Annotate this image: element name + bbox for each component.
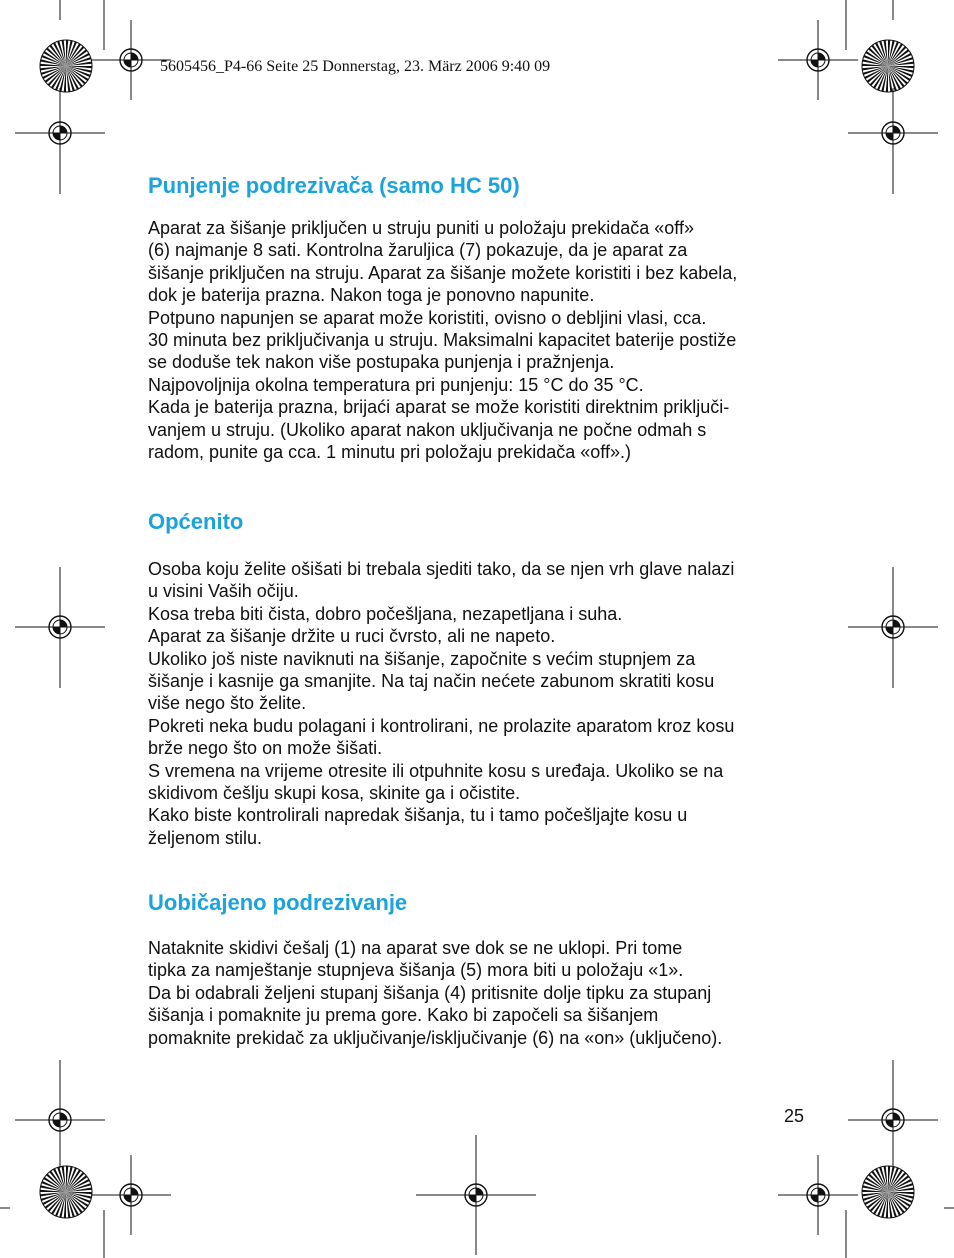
paragraph: Da bi odabrali željeni stupanj šišanja (4) pritisnite dolje tipku za stupanj šišanja i pomaknite ju prema gore. Kako bi započeli sa šišanjem pomaknite prekidač za uključivanje/isključivanje (6) na «on» (uključeno). (148, 982, 723, 1048)
registration-crosshair (15, 88, 105, 178)
section-general (148, 508, 810, 849)
paragraph: Ukoliko još niste naviknuti na šišanje, započnite s većim stupnjem za šišanje i kasnije ga smanjite. Na taj način nećete zabunom skratiti kosu više nego što želite. (148, 648, 715, 714)
print-slug-line: 5605456_P4-66 Seite 25 Donnerstag, 23. März 2006 9:40 09 (160, 58, 551, 75)
registration-crosshair (15, 582, 105, 672)
registration-crosshair (91, 20, 171, 100)
section-heading: Uobičajeno podrezivanje (148, 890, 408, 915)
paragraph: Aparat za šišanje držite u ruci čvrsto, ali ne napeto. (148, 626, 556, 647)
starburst-mark (862, 40, 914, 92)
paragraph: Kada je baterija prazna, brijaći aparat se može koristiti direktnim priključi- vanjem u struju. (Ukoliko aparat nakon uključivanja ne počne odmah s radom, punite ga cca. 1 minutu pri položaju prekidača «off».) (148, 397, 730, 463)
section-body (148, 217, 810, 463)
page-number: 25 (783, 1106, 804, 1126)
paragraph: Nataknite skidivi češalj (1) na aparat sve dok se ne uklopi. Pri tome tipka za namještanje stupnjeva šišanja (5) mora biti u položaju «1». (148, 938, 684, 981)
paragraph: Osoba koju želite ošišati bi trebala sjediti tako, da se njen vrh glave nalazi u visini Vaših očiju. (148, 559, 735, 602)
registration-crosshair (15, 1075, 105, 1165)
section-heading: Općenito (148, 509, 244, 534)
paragraph: Najpovoljnija okolna temperatura pri punjenju: 15 °C do 35 °C. (148, 374, 644, 395)
starburst-mark (862, 1166, 914, 1218)
paragraph: Aparat za šišanje priključen u struju puniti u položaju prekidača «off» (6) najmanje 8 sati. Kontrolna žaruljica (7) pokazuje, da je aparat za šišanje priključen na struju. Aparat za šišanje možete koristiti i bez kabela, dok je baterija prazna. Nakon toga je ponovno napunite. (148, 218, 738, 306)
paragraph: Kako biste kontrolirali napredak šišanja, tu i tamo počešljajte kosu u željenom stilu. (148, 805, 688, 848)
paragraph: Potpuno napunjen se aparat može koristiti, ovisno o debljini vlasi, cca. 30 minuta bez priključivanja u struju. Maksimalni kapacitet baterije postiže se doduše tek nakon više postupaka punjenja i pražnjenja. (148, 307, 737, 373)
registration-crosshair (848, 88, 938, 178)
registration-crosshair (416, 1135, 536, 1255)
registration-crosshair (848, 582, 938, 672)
starburst-mark (40, 40, 92, 92)
paragraph: Kosa treba biti čista, dobro počešljana, nezapetljana i suha. (148, 603, 623, 624)
section-heading: Punjenje podrezivača (samo HC 50) (148, 173, 520, 198)
registration-crosshair (848, 1075, 938, 1165)
section-regular-trimming (148, 889, 810, 1049)
paragraph: S vremena na vrijeme otresite ili otpuhnite kosu s uređaja. Ukoliko se na skidivom češlju skupi kosa, skinite ga i očistite. (148, 760, 724, 804)
starburst-mark (40, 1166, 92, 1218)
section-body (148, 558, 810, 849)
section-charging (148, 172, 810, 463)
registration-crosshair (91, 1155, 171, 1235)
section-body (148, 937, 810, 1049)
paragraph: Pokreti neka budu polagani i kontrolirani, ne prolazite aparatom kroz kosu brže nego što on može šišati. (148, 715, 735, 759)
